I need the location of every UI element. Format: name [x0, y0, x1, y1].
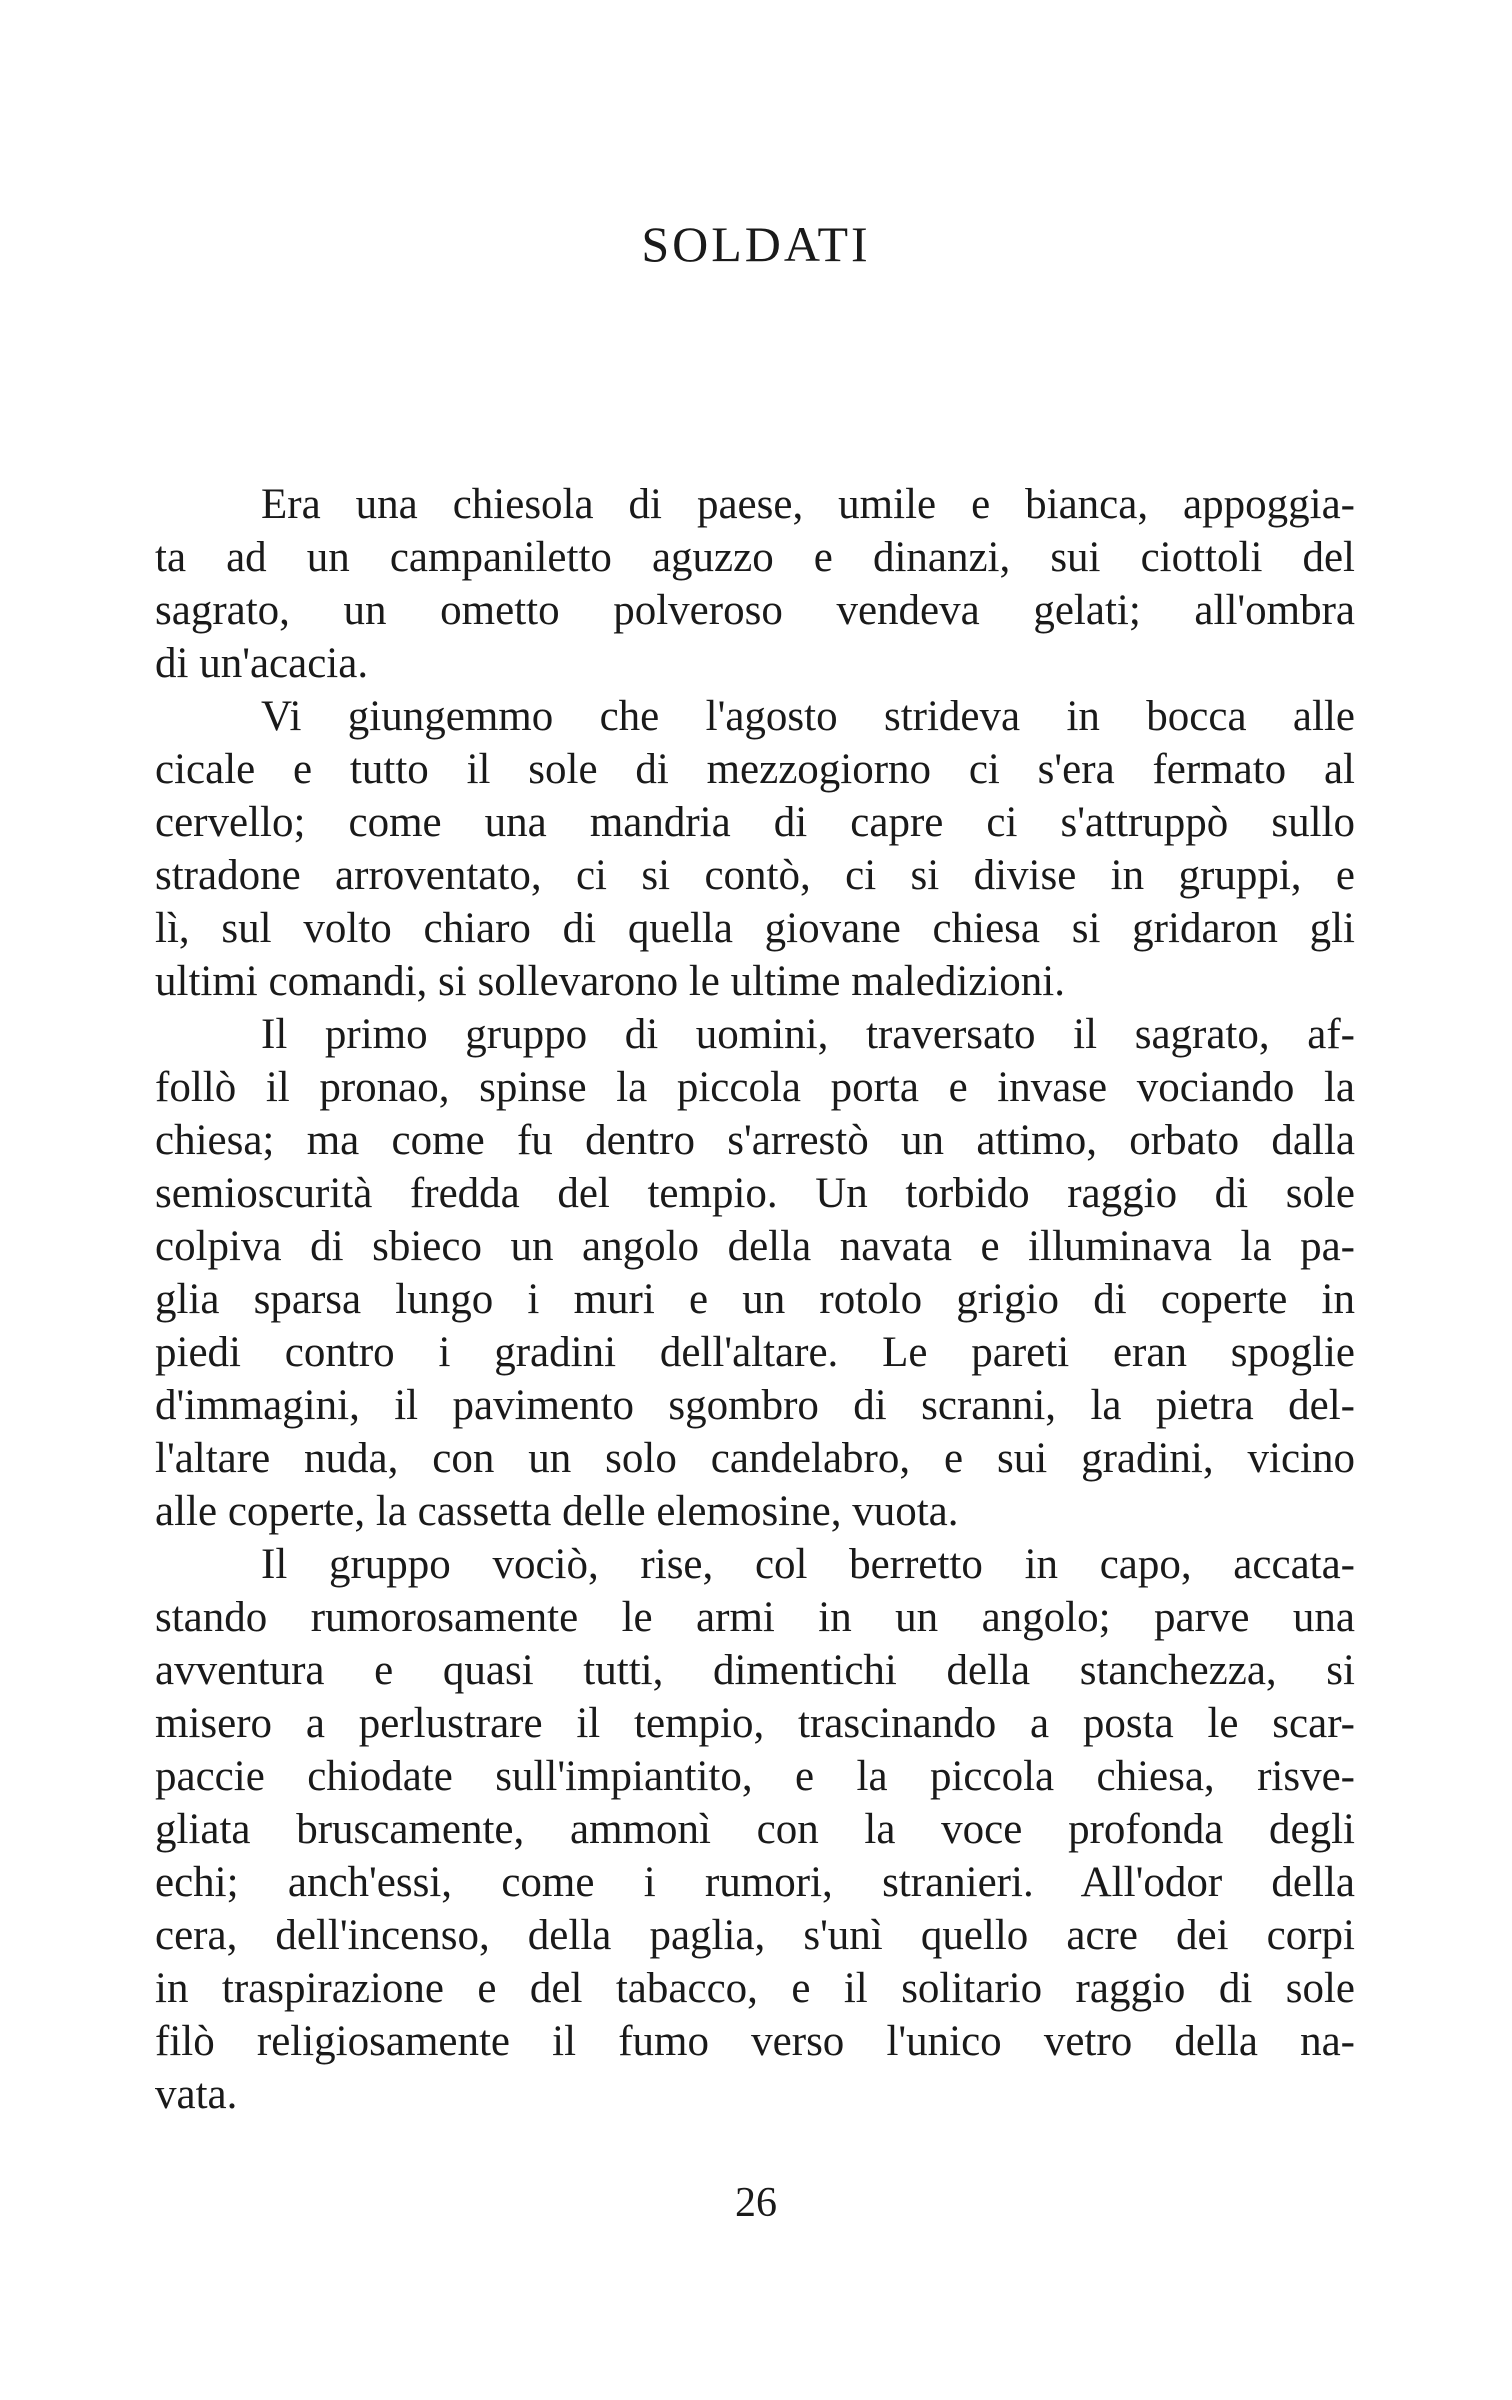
text-line: di un'acacia. — [155, 640, 369, 687]
text-line: in traspirazione e del tabacco, e il solitario raggio di sole — [155, 1965, 1355, 2012]
text-line: Era una chiesola di paese, umile e bianca, appoggia- — [261, 481, 1355, 528]
text-line: l'altare nuda, con un solo candelabro, e sui gradini, vicino — [155, 1435, 1355, 1482]
paragraph-1 — [155, 478, 1355, 690]
paragraph-3 — [155, 1008, 1355, 1538]
page-number: 26 — [735, 2180, 777, 2226]
text-line: lì, sul volto chiaro di quella giovane chiesa si gridaron gli — [155, 905, 1355, 952]
paragraph-4 — [155, 1538, 1355, 2121]
text-line: piedi contro i gradini dell'altare. Le pareti eran spoglie — [155, 1329, 1355, 1376]
text-line: avventura e quasi tutti, dimentichi della stanchezza, si — [155, 1647, 1355, 1694]
text-line: paccie chiodate sull'impiantito, e la piccola chiesa, risve- — [155, 1753, 1355, 1800]
text-line: echi; anch'essi, come i rumori, stranieri. All'odor della — [155, 1859, 1355, 1906]
paragraph-2 — [155, 690, 1355, 1008]
text-line: stradone arroventato, ci si contò, ci si divise in gruppi, e — [155, 852, 1355, 899]
text-line: gliata bruscamente, ammonì con la voce profonda degli — [155, 1806, 1355, 1853]
text-line: glia sparsa lungo i muri e un rotolo grigio di coperte in — [155, 1276, 1355, 1323]
text-line: Vi giungemmo che l'agosto strideva in bocca alle — [261, 693, 1355, 740]
text-line: semioscurità fredda del tempio. Un torbido raggio di sole — [155, 1170, 1355, 1217]
text-line: cervello; come una mandria di capre ci s'attruppò sullo — [155, 799, 1355, 846]
text-line: misero a perlustrare il tempio, trascinando a posta le scar- — [155, 1700, 1355, 1747]
text-line: colpiva di sbieco un angolo della navata e illuminava la pa- — [155, 1223, 1355, 1270]
text-line: ta ad un campaniletto aguzzo e dinanzi, sui ciottoli del — [155, 534, 1355, 581]
body-text — [155, 478, 1355, 2121]
text-line: vata. — [155, 2071, 238, 2118]
text-line: Il gruppo vociò, rise, col berretto in capo, accata- — [261, 1541, 1355, 1588]
text-line: follò il pronao, spinse la piccola porta e invase vociando la — [155, 1064, 1355, 1111]
text-line: filò religiosamente il fumo verso l'unico vetro della na- — [155, 2018, 1355, 2065]
chapter-title: SOLDATI — [641, 216, 871, 272]
text-line: cera, dell'incenso, della paglia, s'unì quello acre dei corpi — [155, 1912, 1355, 1959]
text-line: sagrato, un ometto polveroso vendeva gelati; all'ombra — [155, 587, 1355, 634]
text-line: d'immagini, il pavimento sgombro di scranni, la pietra del- — [155, 1382, 1355, 1429]
text-line: Il primo gruppo di uomini, traversato il sagrato, af- — [261, 1011, 1355, 1058]
text-line: stando rumorosamente le armi in un angolo; parve una — [155, 1594, 1355, 1641]
text-line: cicale e tutto il sole di mezzogiorno ci s'era fermato al — [155, 746, 1355, 793]
text-line: ultimi comandi, si sollevarono le ultime maledizioni. — [155, 958, 1065, 1005]
text-line: alle coperte, la cassetta delle elemosine, vuota. — [155, 1488, 959, 1535]
text-line: chiesa; ma come fu dentro s'arrestò un attimo, orbato dalla — [155, 1117, 1355, 1164]
